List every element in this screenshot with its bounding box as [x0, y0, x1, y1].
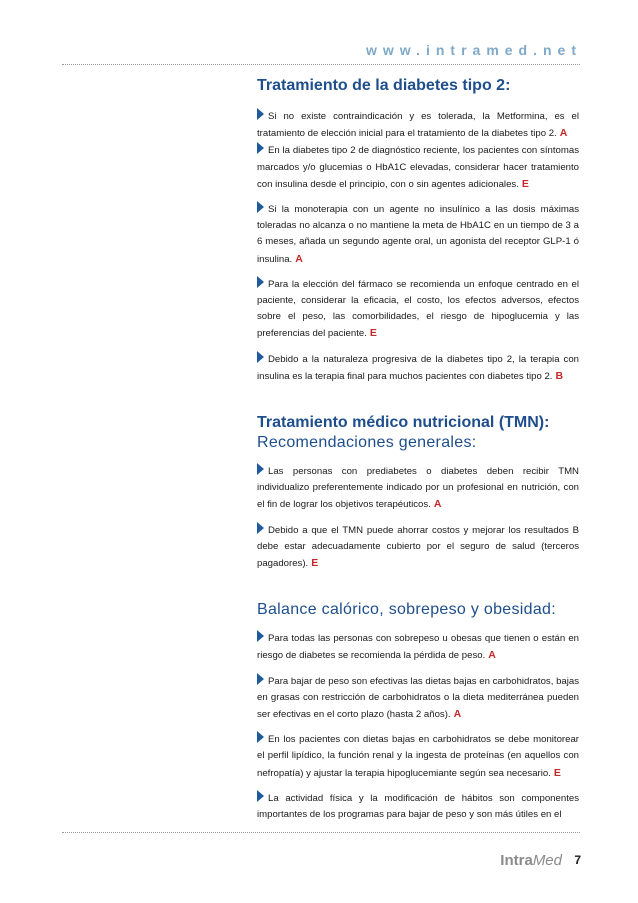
- recommendation: La actividad física y la modificación de hábitos son componentes importantes de los programas para bajar de peso y son más útiles en el: [257, 790, 579, 823]
- bullet-arrow-icon: [257, 673, 264, 685]
- recommendation: Para la elección del fármaco se recomienda un enfoque centrado en el paciente, considerar la eficacia, el costo, los efectos adversos, efectos sobre el peso, las comorbilidades, el riesgo de hipoglucemia y las preferencias del paciente. E: [257, 276, 579, 343]
- evidence-grade: A: [295, 252, 303, 265]
- recommendation: Las personas con prediabetes o diabetes deben recibir TMN individualizo preferentemente indicado por un profesional en nutrición, con el fin de lograr los objetivos terapéuticos. A: [257, 463, 579, 514]
- bullet-arrow-icon: [257, 276, 264, 288]
- bullet-arrow-icon: [257, 731, 264, 743]
- site-url: www.intramed.net: [365, 42, 582, 58]
- recommendation: Para bajar de peso son efectivas las dietas bajas en carbohidratos, bajas en grasas con restricción de carbohidratos o la dieta mediterránea pueden ser efectivas en el corto plazo (hasta 2 años). A: [257, 673, 579, 724]
- bullet-arrow-icon: [257, 463, 264, 475]
- evidence-grade: E: [553, 766, 561, 779]
- section-title: Tratamiento de la diabetes tipo 2:: [257, 77, 511, 94]
- evidence-grade: A: [433, 498, 442, 511]
- bullet-arrow-icon: [257, 351, 264, 363]
- section-title: Balance calórico, sobrepeso y obesidad:: [257, 601, 556, 619]
- evidence-grade: A: [488, 649, 496, 662]
- section-title: Tratamiento médico nutricional (TMN):: [257, 414, 550, 432]
- recommendation: Para todas las personas con sobrepeso u obesas que tienen o están en riesgo de diabetes se recomienda la pérdida de peso. A: [257, 630, 579, 664]
- recommendation: En la diabetes tipo 2 de diagnóstico reciente, los pacientes con síntomas marcados y/o glucemias o HbA1C elevadas, considerar hacer tratamiento con insulina desde el principio, con o sin agentes adicionales. E: [257, 142, 579, 193]
- recommendation: Debido a la naturaleza progresiva de la diabetes tipo 2, la terapia con insulina es la terapia final para muchos pacientes con diabetes tipo 2. B: [257, 351, 579, 385]
- section-subtitle: Recomendaciones generales:: [257, 434, 477, 452]
- recommendation: Si no existe contraindicación y es tolerada, la Metformina, es el tratamiento de elección inicial para el tratamiento de la diabetes tipo 2. A: [257, 108, 579, 142]
- evidence-grade: E: [369, 327, 377, 340]
- recommendation: Si la monoterapia con un agente no insulínico a las dosis máximas toleradas no alcanza o no mantiene la meta de HbA1C en un tiempo de 3 a 6 meses, añada un segundo agente oral, un agonista del receptor GLP-1 ó insulina. A: [257, 201, 579, 268]
- evidence-grade: E: [521, 177, 529, 190]
- top-divider: [62, 64, 580, 65]
- bottom-divider: [62, 832, 580, 833]
- evidence-grade: E: [311, 557, 319, 570]
- main-content: [257, 76, 579, 823]
- evidence-grade: A: [559, 127, 568, 140]
- bullet-arrow-icon: [257, 142, 264, 154]
- page-number: 7: [574, 853, 581, 867]
- bullet-arrow-icon: [257, 108, 264, 120]
- bullet-arrow-icon: [257, 790, 264, 802]
- evidence-grade: A: [453, 708, 462, 721]
- recommendation: Debido a que el TMN puede ahorrar costos y mejorar los resultados B debe estar adecuadamente cubierto por el seguro de salud (terceros pagadores). E: [257, 522, 579, 573]
- bullet-arrow-icon: [257, 522, 264, 534]
- bullet-arrow-icon: [257, 630, 264, 642]
- bullet-arrow-icon: [257, 201, 264, 213]
- intramed-logo: IntraMed: [500, 852, 562, 869]
- recommendation: En los pacientes con dietas bajas en carbohidratos se debe monitorear el perfil lipídico, la función renal y la ingesta de proteínas (en aquellos con nefropatía) y ajustar la terapia hipoglucemiante según sea necesario. E: [257, 731, 579, 782]
- evidence-grade: B: [555, 369, 564, 382]
